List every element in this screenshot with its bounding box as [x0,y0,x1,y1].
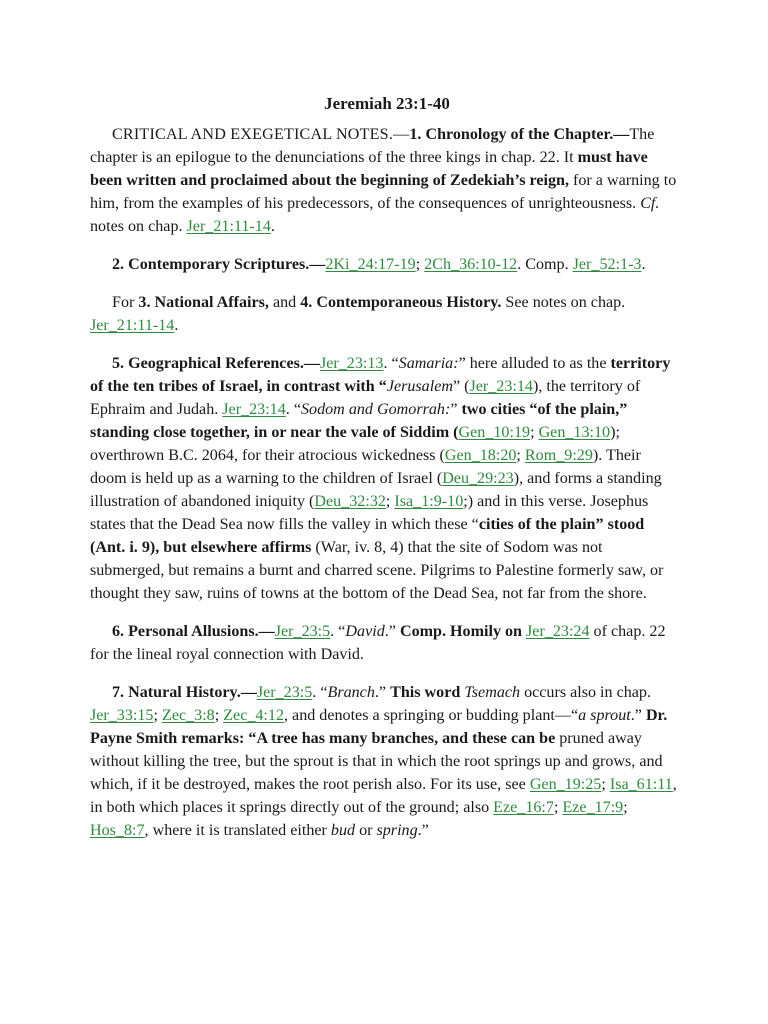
paragraph-national-affairs [90,291,680,337]
text: ; [415,256,425,273]
text-italic: Sodom and Gomorrah: [300,401,451,418]
scripture-link[interactable]: Jer_23:5 [274,623,331,640]
text-bold: Comp. Homily on [399,623,527,640]
text: ; [530,424,539,441]
text-bold: territory of the ten tribes of Israel, in contrast with “ [90,355,671,395]
scripture-link[interactable]: Gen_19:25 [529,776,602,793]
section-heading-personal-allusions: 6. Personal Allusions.— [112,623,275,640]
text: . [270,218,275,235]
scripture-link[interactable]: Jer_23:13 [319,355,384,372]
text: For [112,294,139,311]
text: ), and forms a standing illustration of abandoned iniquity ( [90,470,662,510]
section-heading-national-affairs: 3. National Affairs, [138,294,269,311]
text: and [268,294,301,311]
text: . [174,317,179,334]
text: ; [153,707,162,724]
text: , where it is translated either [144,822,331,839]
text: The chapter is an epilogue to the denunciations of the three kings in chap. 22. It [90,126,655,166]
text-italic: bud [330,822,356,839]
text: . [641,256,646,273]
scripture-link[interactable]: Jer_23:14 [469,378,533,395]
text: ” [450,401,462,418]
text: of chap. 22 for the lineal royal connection with David. [90,623,666,663]
text-bold: cities of the plain” stood (Ant. i. 9), but elsewhere affirms [90,516,645,556]
text: .” [630,707,646,724]
text: or [355,822,377,839]
text: ; [214,707,224,724]
critical-notes-lead: CRITICAL AND EXEGETICAL NOTES.— [112,126,410,143]
scripture-link[interactable]: Isa_1:9-10 [394,493,464,510]
text: occurs also in chap. [520,684,652,701]
text: pruned away without killing the tree, but the sprout is that in which the root springs up and grows, and which, if it be destroyed, makes the root perish also. For its use, see [90,730,663,793]
text: . Comp. [517,256,573,273]
text: notes on chap. [90,218,187,235]
section-heading-natural-history: 7. Natural History.— [112,684,257,701]
text-italic: David [345,623,385,640]
scripture-link[interactable]: Eze_17:9 [562,799,624,816]
section-heading-geographical-references: 5. Geographical References.— [112,355,320,372]
scripture-link[interactable]: Isa_61:11 [609,776,673,793]
text-italic: Samaria: [398,355,459,372]
scripture-link[interactable]: Gen_10:19 [458,424,531,441]
text-bold: must have been written and proclaimed about the beginning of Zedekiah’s reign, [90,149,648,189]
text-italic: Tsemach [464,684,521,701]
scripture-link[interactable]: Zec_4:12 [223,707,284,724]
text: ). Their doom is held up as a warning to the children of Israel ( [90,447,641,487]
text: ; [601,776,610,793]
text-bold: two cities “of the plain,” standing close together, in or near the vale of Siddim ( [90,401,628,441]
scripture-link[interactable]: Gen_13:10 [538,424,611,441]
text-italic: a sprout [578,707,631,724]
text: ; [385,493,395,510]
text: ; [516,447,525,464]
scripture-link[interactable]: Zec_3:8 [161,707,215,724]
scripture-link[interactable]: Jer_23:24 [526,623,590,640]
section-heading-contemporary-scriptures: 2. Contemporary Scriptures.— [112,256,326,273]
text-italic: Branch [327,684,375,701]
paragraph-personal-allusions [90,620,680,666]
text: for a warning to him, from the examples of his predecessors, of the consequences of unrighteousness. [90,172,677,212]
text: ” here alluded to as the [458,355,611,372]
text: .” [384,623,400,640]
paragraph-chronology [90,123,680,238]
text-italic: Cf. [640,195,660,212]
scripture-link[interactable]: 2Ch_36:10-12 [424,256,518,273]
paragraph-geographical-references [90,352,680,605]
scripture-link[interactable]: Jer_23:14 [222,401,286,418]
text: ); overthrown B.C. 2064, for their atrocious wickedness ( [90,424,620,464]
scripture-link[interactable]: Jer_21:11-14 [186,218,271,235]
page-title: Jeremiah 23:1-40 [324,94,450,113]
text: .” [374,684,391,701]
text: ” ( [452,378,470,395]
paragraph-contemporary-scriptures [90,253,680,276]
text: . “ [312,684,328,701]
text-bold: Dr. Payne Smith remarks: “A tree has many branches, and these can be [90,707,668,747]
scripture-link[interactable]: 2Ki_24:17-19 [325,256,416,273]
scripture-link[interactable]: Deu_29:23 [442,470,514,487]
text: . “ [330,623,346,640]
scripture-link[interactable]: Jer_23:5 [256,684,313,701]
text: (War, iv. 8, 4) that the site of Sodom was not submerged, but remains a burnt and charred scene. Pilgrims to Palestine formerly saw, or thought they saw, ruins of towns at the bottom of the Dead Sea, not far from the shore. [90,539,664,602]
text: , and denotes a springing or budding plant—“ [284,707,579,724]
text-italic: spring [376,822,418,839]
scripture-link[interactable]: Hos_8:7 [90,822,145,839]
text: See notes on chap. [501,294,626,311]
scripture-link[interactable]: Jer_21:11-14 [90,317,175,334]
scripture-link[interactable]: Eze_16:7 [493,799,554,816]
scripture-link[interactable]: Jer_33:15 [90,707,154,724]
text: ), the territory of Ephraim and Judah. [90,378,641,418]
text: , in both which places it springs directly out of the ground; also [90,776,677,816]
text-bold: This word [390,684,465,701]
scripture-link[interactable]: Gen_18:20 [444,447,517,464]
text: ; [553,799,563,816]
text: . “ [383,355,399,372]
scripture-link[interactable]: Rom_9:29 [524,447,593,464]
text: . “ [285,401,301,418]
scripture-link[interactable]: Deu_32:32 [314,493,386,510]
text-italic: Jerusalem [386,378,453,395]
section-heading-chronology: 1. Chronology of the Chapter.— [409,126,630,143]
text: .” [417,822,429,839]
section-heading-contemporaneous-history: 4. Contemporaneous History. [300,294,502,311]
text: ;) and in this verse. Josephus states that the Dead Sea now fills the valley in which these “ [90,493,649,533]
document-page [90,92,680,857]
paragraph-natural-history [90,681,680,842]
text: ; [623,799,628,816]
scripture-link[interactable]: Jer_52:1-3 [572,256,642,273]
